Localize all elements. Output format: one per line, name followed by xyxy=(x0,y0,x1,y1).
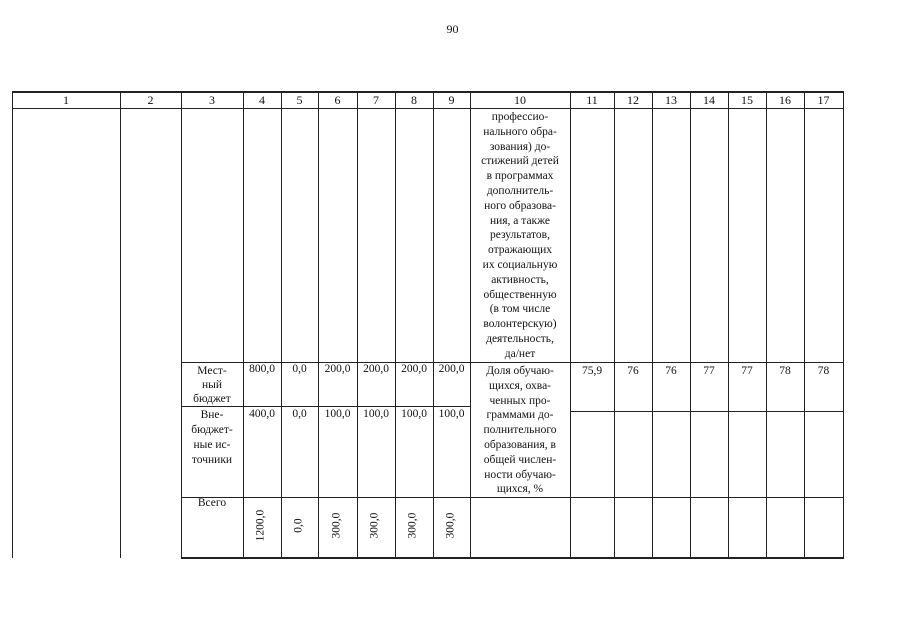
total-value: 0,0 xyxy=(292,517,304,533)
indicator-text-line: профессио- xyxy=(491,111,549,123)
indicator-text-line: Доля обучаю- xyxy=(486,365,554,377)
column-header: 9 xyxy=(448,93,455,107)
total-value: 300,0 xyxy=(406,512,419,538)
column-rule xyxy=(433,91,434,558)
budget-value: 800,0 xyxy=(249,363,275,375)
indicator-text-line: их социальную xyxy=(482,259,558,271)
column-rule xyxy=(804,91,805,558)
column-rule xyxy=(614,91,615,558)
column-header: 11 xyxy=(586,93,598,107)
column-header: 13 xyxy=(665,93,677,107)
indicator-text-line: щихся, % xyxy=(496,483,544,496)
indicator-text-line: волонтерскую) xyxy=(483,318,557,331)
column-rule xyxy=(766,91,767,558)
indicator-text-line: нального обра- xyxy=(483,125,557,138)
indicator-text-line: стижений детей xyxy=(481,155,559,168)
column-header: 6 xyxy=(334,93,341,107)
indicator-text-line: результатов, xyxy=(490,229,550,242)
column-header: 4 xyxy=(259,93,265,107)
budget-value: 0,0 xyxy=(292,363,307,375)
funding-source-label: ный xyxy=(201,379,223,391)
indicator-text-line: граммами до- xyxy=(486,409,554,422)
indicator-text-line: образования, в xyxy=(484,439,556,451)
total-value: 300,0 xyxy=(444,512,456,538)
column-rule xyxy=(357,91,358,558)
column-header: 8 xyxy=(411,93,417,107)
budget-value: 200,0 xyxy=(438,363,465,375)
column-rule xyxy=(843,91,844,558)
column-header: 3 xyxy=(209,93,215,107)
indicator-text-line: деятельность, xyxy=(486,333,554,345)
indicator-text-line: отражающих xyxy=(487,244,553,257)
indicator-text-line: щихся, охва- xyxy=(489,379,551,392)
page-number: 90 xyxy=(446,22,459,36)
target-value: 77 xyxy=(741,365,753,377)
column-rule xyxy=(570,91,571,558)
funding-source-label: Всего xyxy=(197,497,227,509)
indicator-text-line: общей числен- xyxy=(483,453,557,466)
indicator-text-line: ния, а также xyxy=(489,214,551,227)
total-value: 1200,0 xyxy=(254,509,267,541)
column-rule xyxy=(652,91,653,558)
indicator-text-line: ного образова- xyxy=(484,199,556,212)
column-header: 17 xyxy=(817,93,830,107)
column-header: 5 xyxy=(296,93,303,107)
column-rule xyxy=(12,91,13,558)
indicator-text-line: ченных про- xyxy=(489,394,551,407)
column-header: 7 xyxy=(373,93,379,107)
column-rule xyxy=(318,91,319,558)
total-value: 300,0 xyxy=(368,512,381,538)
target-value: 75,9 xyxy=(581,365,603,377)
column-header: 16 xyxy=(779,93,791,107)
budget-value: 200,0 xyxy=(324,363,351,375)
budget-value: 100,0 xyxy=(363,408,389,420)
budget-value: 100,0 xyxy=(324,408,351,420)
column-rule xyxy=(395,91,396,558)
funding-source-label: Мест- xyxy=(197,365,227,377)
funding-source-label: Вне- xyxy=(200,409,224,421)
column-rule xyxy=(728,91,729,558)
budget-value: 400,0 xyxy=(249,408,275,420)
column-header: 12 xyxy=(627,93,639,107)
row-rule xyxy=(570,411,844,412)
indicator-text-line: полнительного xyxy=(483,424,557,437)
funding-source-label: ные ис- xyxy=(193,439,231,451)
column-header: 1 xyxy=(63,93,69,107)
budget-value: 0,0 xyxy=(292,408,307,420)
column-rule xyxy=(243,91,244,558)
indicator-text-line: да/нет xyxy=(504,347,536,360)
budget-value: 100,0 xyxy=(401,408,427,420)
funding-source-label: точники xyxy=(191,454,233,466)
indicator-text-line: дополнитель- xyxy=(486,185,554,197)
target-value: 76 xyxy=(627,365,639,377)
column-rule xyxy=(120,91,121,558)
total-value: 300,0 xyxy=(330,512,342,538)
column-rule xyxy=(181,91,182,558)
indicator-text-line: ности обучаю- xyxy=(484,468,556,481)
target-value: 77 xyxy=(703,365,715,377)
header-bottom-rule xyxy=(12,108,844,109)
indicator-text-line: зования) до- xyxy=(489,140,551,153)
indicator-text-line: (в том числе xyxy=(489,303,551,316)
indicator-text-line: общественную xyxy=(483,288,557,301)
target-value: 78 xyxy=(817,365,830,377)
target-value: 78 xyxy=(779,365,791,377)
budget-value: 200,0 xyxy=(401,363,427,375)
budget-value: 200,0 xyxy=(363,363,389,375)
budget-value: 100,0 xyxy=(438,408,465,420)
column-header: 15 xyxy=(741,93,753,107)
target-value: 76 xyxy=(665,365,677,377)
column-header: 2 xyxy=(147,93,154,107)
column-header: 14 xyxy=(703,93,715,107)
funding-source-label: бюджет- xyxy=(191,424,233,436)
column-rule xyxy=(690,91,691,558)
column-header: 10 xyxy=(514,93,526,107)
funding-source-label: бюджет xyxy=(193,393,231,405)
column-rule xyxy=(281,91,282,558)
indicator-text-line: в программах xyxy=(486,170,554,183)
indicator-text-line: активность, xyxy=(491,273,549,286)
